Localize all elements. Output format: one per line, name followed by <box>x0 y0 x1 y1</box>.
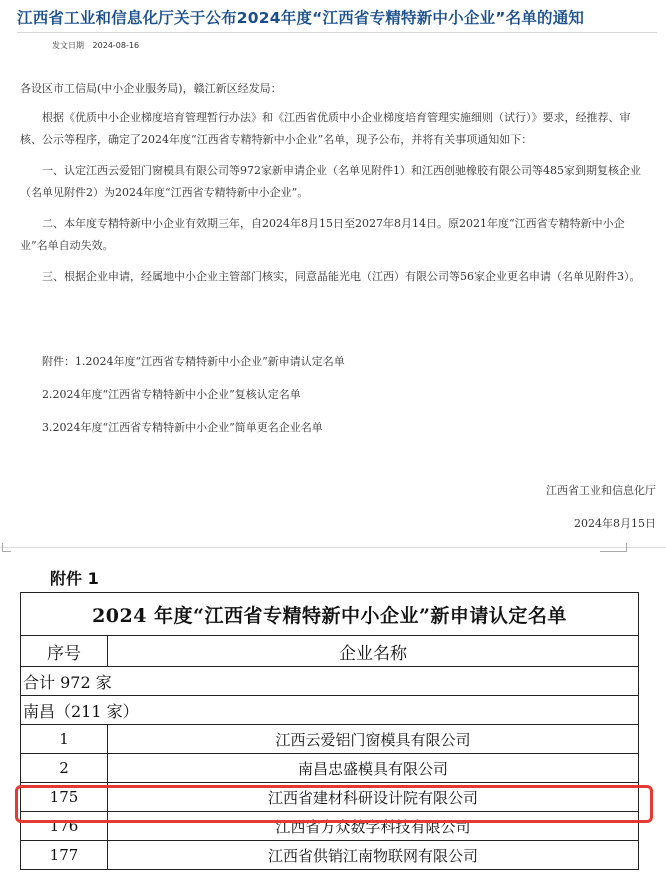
publish-date <box>52 40 145 51</box>
column-header-name: 企业名称 <box>108 636 639 667</box>
row-no: 1 <box>21 725 108 754</box>
signed-date: 2024年8月15日 <box>574 517 656 530</box>
attachment-link-3[interactable]: 3.2024年度“江西省专精特新中小企业”简单更名企业名单 <box>42 421 323 434</box>
total-count: 合计 972 家 <box>21 667 639 696</box>
row-no: 2 <box>21 754 108 783</box>
table-row <box>21 754 639 783</box>
notice-title: 江西省工业和信息化厅关于公布2024年度“江西省专精特新中小企业”名单的通知 <box>17 9 585 27</box>
paragraph-intro: 根据《优质中小企业梯度培育管理暂行办法》和《江西省优质中小企业梯度培育管理实施细则（试行）》要求，经推荐、审核、公示等程序，确定了2024年度“江西省专精特新中小企业”名单，现予公布，并将有关事项通知如下： <box>20 111 631 146</box>
table-title: 2024 年度“江西省专精特新中小企业”新申请认定名单 <box>21 593 639 636</box>
highlight-box <box>15 785 653 823</box>
row-no: 176 <box>21 812 108 841</box>
publish-date-label: 发文日期 <box>52 41 84 50</box>
column-header-no: 序号 <box>21 636 108 667</box>
title-divider <box>17 32 657 33</box>
publish-date-value: 2024-08-16 <box>92 41 140 50</box>
row-company: 江西省建材科研设计院有限公司 <box>108 783 639 812</box>
paragraph-2: 二、本年度专精特新中小企业有效期三年，自2024年8月15日至2027年8月14日。原2021年度“江西省专精特新中小企业”名单自动失效。 <box>20 217 625 252</box>
issuer: 江西省工业和信息化厅 <box>546 484 656 497</box>
row-company: 江西云爱铝门窗模具有限公司 <box>108 725 639 754</box>
attachment-link-1[interactable]: 附件：1.2024年度“江西省专精特新中小企业”新申请认定名单 <box>42 355 345 368</box>
page-separator <box>0 547 666 548</box>
attachment-label: 附件 1 <box>50 569 99 588</box>
paragraph-1: 一、认定江西云爱铝门窗模具有限公司等972家新申请企业（名单见附件1）和江西创驰橡胶有限公司等485家到期复核企业（名单见附件2）为2024年度“江西省专精特新中小企业”。 <box>20 164 641 199</box>
table-row <box>21 841 639 870</box>
attachment-link-2[interactable]: 2.2024年度“江西省专精特新中小企业”复核认定名单 <box>42 388 301 401</box>
table-row <box>21 725 639 754</box>
row-no: 177 <box>21 841 108 870</box>
row-company: 江西省供销江南物联网有限公司 <box>108 841 639 870</box>
crop-mark-right <box>600 543 627 552</box>
crop-mark-left <box>2 543 11 552</box>
row-no: 175 <box>21 783 108 812</box>
row-company: 南昌忠盛模具有限公司 <box>108 754 639 783</box>
region-heading: 南昌（211 家） <box>21 696 639 725</box>
paragraph-3: 三、根据企业申请，经属地中小企业主管部门核实，同意晶能光电（江西）有限公司等56家企业更名申请（名单见附件3）。 <box>42 270 641 283</box>
company-list-table <box>20 592 639 870</box>
recipients: 各设区市工信局(中小企业服务局)，赣江新区经发局： <box>20 82 282 95</box>
row-company: 江西省方众数字科技有限公司 <box>108 812 639 841</box>
